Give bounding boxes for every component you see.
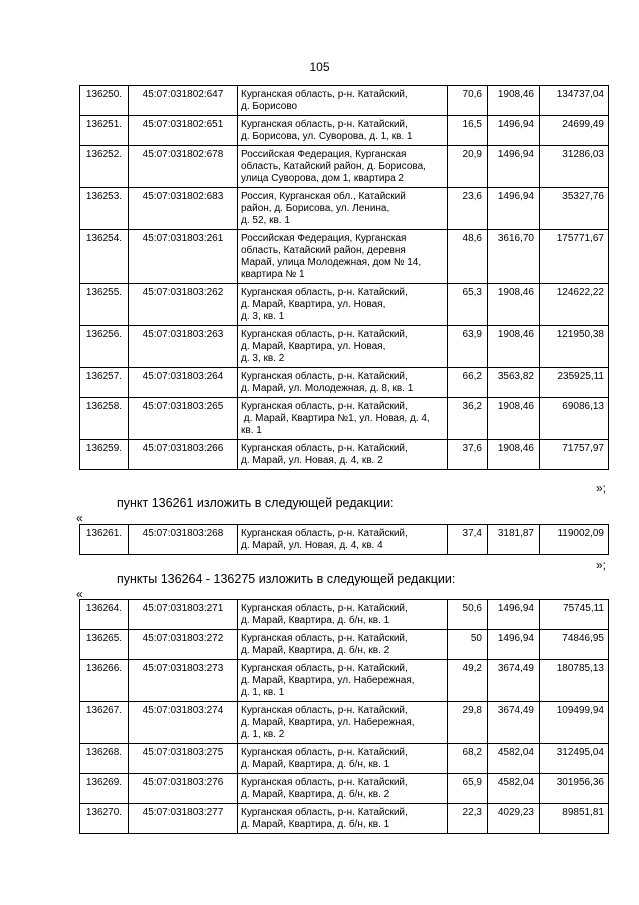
address-line: д. Марай, Квартира, ул. Набережная, [241,717,415,728]
address-cell [238,630,448,660]
address-line: д. 3, кв. 1 [241,311,285,322]
cost-cell: 235925,11 [540,368,609,398]
address-line: Российская Федерация, Курганская [241,149,407,160]
price-cell: 1908,46 [488,86,540,116]
price-cell: 3674,49 [488,660,540,702]
area-cell: 63,9 [448,326,488,368]
area-cell: 49,2 [448,660,488,702]
area-cell: 50,6 [448,600,488,630]
row-number-cell: 136257. [80,368,129,398]
address-line: д. 1, кв. 1 [241,687,285,698]
cost-cell: 69086,13 [540,398,609,440]
row-number-cell: 136255. [80,284,129,326]
cost-cell: 24699,49 [540,116,609,146]
property-table-1 [79,85,609,470]
cadastral-number-cell: 45:07:031802:683 [129,188,238,230]
table-row [80,440,609,470]
address-cell [238,774,448,804]
cost-cell: 71757,97 [540,440,609,470]
address-cell [238,326,448,368]
cadastral-number-cell: 45:07:031803:262 [129,284,238,326]
cost-cell: 75745,11 [540,600,609,630]
address-cell [238,230,448,284]
address-line: квартира № 1 [241,269,305,280]
cadastral-number-cell: 45:07:031802:647 [129,86,238,116]
cadastral-number-cell: 45:07:031803:266 [129,440,238,470]
price-cell: 1496,94 [488,188,540,230]
opening-quote: « [76,587,83,601]
row-number-cell: 136254. [80,230,129,284]
address-line: область, Катайский район, деревня [241,245,406,256]
area-cell: 29,8 [448,702,488,744]
address-cell [238,702,448,744]
address-cell [238,398,448,440]
area-cell: 68,2 [448,744,488,774]
address-line: Курганская область, р-н. Катайский, [241,528,408,539]
address-cell [238,525,448,555]
address-line: кв. 1 [241,425,262,436]
price-cell: 3674,49 [488,702,540,744]
address-line: Курганская область, р-н. Катайский, [241,287,408,298]
address-cell [238,146,448,188]
table-row [80,774,609,804]
address-line: Курганская область, р-н. Катайский, [241,371,408,382]
page-number: 105 [309,60,330,74]
table-row [80,188,609,230]
cadastral-number-cell: 45:07:031803:272 [129,630,238,660]
area-cell: 66,2 [448,368,488,398]
row-number-cell: 136256. [80,326,129,368]
cadastral-number-cell: 45:07:031803:268 [129,525,238,555]
cadastral-number-cell: 45:07:031803:274 [129,702,238,744]
row-number-cell: 136266. [80,660,129,702]
address-line: д. Марай, Квартира, д. б/н, кв. 2 [241,645,390,656]
opening-quote: « [76,511,83,525]
address-line: д. Марай, Квартира, д. б/н, кв. 1 [241,759,390,770]
closing-quote: »; [596,558,607,572]
area-cell: 50 [448,630,488,660]
address-cell [238,116,448,146]
cost-cell: 89851,81 [540,804,609,834]
address-line: д. Марай, Квартира, ул. Набережная, [241,675,415,686]
address-line: д. 3, кв. 2 [241,353,285,364]
area-cell: 22,3 [448,804,488,834]
cadastral-number-cell: 45:07:031803:276 [129,774,238,804]
address-line: Курганская область, р-н. Катайский, [241,807,408,818]
row-number-cell: 136258. [80,398,129,440]
cost-cell: 35327,76 [540,188,609,230]
table-row [80,804,609,834]
area-cell: 70,6 [448,86,488,116]
table-row [80,368,609,398]
area-cell: 48,6 [448,230,488,284]
row-number-cell: 136251. [80,116,129,146]
cadastral-number-cell: 45:07:031803:264 [129,368,238,398]
address-line: Курганская область, р-н. Катайский, [241,443,408,454]
table-row [80,284,609,326]
address-line: д. Марай, Квартира №1, ул. Новая, д. 4, [241,413,430,424]
cost-cell: 124622,22 [540,284,609,326]
address-cell [238,804,448,834]
address-line: д. Марай, Квартира, д. б/н, кв. 1 [241,819,390,830]
price-cell: 3616,70 [488,230,540,284]
address-cell [238,86,448,116]
cost-cell: 175771,67 [540,230,609,284]
price-cell: 1908,46 [488,284,540,326]
price-cell: 4582,04 [488,774,540,804]
row-number-cell: 136259. [80,440,129,470]
row-number-cell: 136268. [80,744,129,774]
table-row [80,600,609,630]
price-cell: 1496,94 [488,116,540,146]
cost-cell: 301956,36 [540,774,609,804]
price-cell: 3181,87 [488,525,540,555]
address-line: д. Марай, ул. Новая, д. 4, кв. 2 [241,455,383,466]
price-cell: 1908,46 [488,440,540,470]
row-number-cell: 136265. [80,630,129,660]
cost-cell: 31286,03 [540,146,609,188]
table-row [80,744,609,774]
address-line: Курганская область, р-н. Катайский, [241,777,408,788]
area-cell: 37,6 [448,440,488,470]
area-cell: 37,4 [448,525,488,555]
address-line: Курганская область, р-н. Катайский, [241,633,408,644]
address-line: Курганская область, р-н. Катайский, [241,705,408,716]
amendment-paragraph: пункты 136264 - 136275 изложить в следующей редакции: [117,572,456,586]
address-line: д. Марай, ул. Молодежная, д. 8, кв. 1 [241,383,414,394]
table-row [80,525,609,555]
address-line: Курганская область, р-н. Катайский, [241,401,408,412]
address-line: Курганская область, р-н. Катайский, [241,747,408,758]
table-row [80,116,609,146]
cost-cell: 312495,04 [540,744,609,774]
table-row [80,146,609,188]
price-cell: 4029,23 [488,804,540,834]
cadastral-number-cell: 45:07:031803:265 [129,398,238,440]
address-line: Курганская область, р-н. Катайский, [241,663,408,674]
row-number-cell: 136253. [80,188,129,230]
cadastral-number-cell: 45:07:031802:651 [129,116,238,146]
address-line: д. 52, кв. 1 [241,215,290,226]
address-cell [238,600,448,630]
cost-cell: 134737,04 [540,86,609,116]
area-cell: 65,3 [448,284,488,326]
address-line: д. Марай, Квартира, д. б/н, кв. 1 [241,615,390,626]
table-row [80,702,609,744]
address-line: Курганская область, р-н. Катайский, [241,329,408,340]
area-cell: 20,9 [448,146,488,188]
price-cell: 1908,46 [488,398,540,440]
area-cell: 65,9 [448,774,488,804]
address-cell [238,368,448,398]
address-line: Курганская область, р-н. Катайский, [241,89,408,100]
area-cell: 23,6 [448,188,488,230]
price-cell: 1496,94 [488,146,540,188]
address-line: улица Суворова, дом 1, квартира 2 [241,173,404,184]
address-line: Российская Федерация, Курганская [241,233,407,244]
row-number-cell: 136269. [80,774,129,804]
cadastral-number-cell: 45:07:031803:273 [129,660,238,702]
area-cell: 16,5 [448,116,488,146]
row-number-cell: 136250. [80,86,129,116]
row-number-cell: 136264. [80,600,129,630]
address-line: Россия, Курганская обл., Катайский [241,191,406,202]
table-row [80,630,609,660]
address-line: район, д. Борисова, ул. Ленина, [241,203,390,214]
address-line: Марай, улица Молодежная, дом № 14, [241,257,422,268]
cadastral-number-cell: 45:07:031803:263 [129,326,238,368]
table-row [80,398,609,440]
address-cell [238,440,448,470]
cadastral-number-cell: 45:07:031803:271 [129,600,238,630]
address-line: д. Марай, ул. Новая, д. 4, кв. 4 [241,540,383,551]
cost-cell: 74846,95 [540,630,609,660]
table-row [80,326,609,368]
cost-cell: 121950,38 [540,326,609,368]
price-cell: 3563,82 [488,368,540,398]
cost-cell: 119002,09 [540,525,609,555]
address-line: д. Марай, Квартира, ул. Новая, [241,341,386,352]
address-line: д. Марай, Квартира, д. б/н, кв. 2 [241,789,390,800]
address-cell [238,284,448,326]
address-line: Курганская область, р-н. Катайский, [241,119,408,130]
address-line: Курганская область, р-н. Катайский, [241,603,408,614]
cost-cell: 109499,94 [540,702,609,744]
table-row [80,230,609,284]
amendment-paragraph: пункт 136261 изложить в следующей редакции: [117,496,394,510]
address-cell [238,660,448,702]
closing-quote: »; [596,481,607,495]
table-row [80,86,609,116]
price-cell: 1908,46 [488,326,540,368]
address-line: д. Борисово [241,101,298,112]
area-cell: 36,2 [448,398,488,440]
cost-cell: 180785,13 [540,660,609,702]
table-row [80,660,609,702]
row-number-cell: 136252. [80,146,129,188]
address-cell [238,744,448,774]
row-number-cell: 136261. [80,525,129,555]
property-table-3 [79,599,609,834]
address-cell [238,188,448,230]
address-line: д. Марай, Квартира, ул. Новая, [241,299,386,310]
cadastral-number-cell: 45:07:031803:261 [129,230,238,284]
price-cell: 1496,94 [488,630,540,660]
cadastral-number-cell: 45:07:031802:678 [129,146,238,188]
property-table-2 [79,524,609,555]
address-line: д. Борисова, ул. Суворова, д. 1, кв. 1 [241,131,413,142]
price-cell: 1496,94 [488,600,540,630]
address-line: область, Катайский район, д. Борисова, [241,161,426,172]
cadastral-number-cell: 45:07:031803:277 [129,804,238,834]
address-line: д. 1, кв. 2 [241,729,285,740]
row-number-cell: 136270. [80,804,129,834]
price-cell: 4582,04 [488,744,540,774]
cadastral-number-cell: 45:07:031803:275 [129,744,238,774]
row-number-cell: 136267. [80,702,129,744]
